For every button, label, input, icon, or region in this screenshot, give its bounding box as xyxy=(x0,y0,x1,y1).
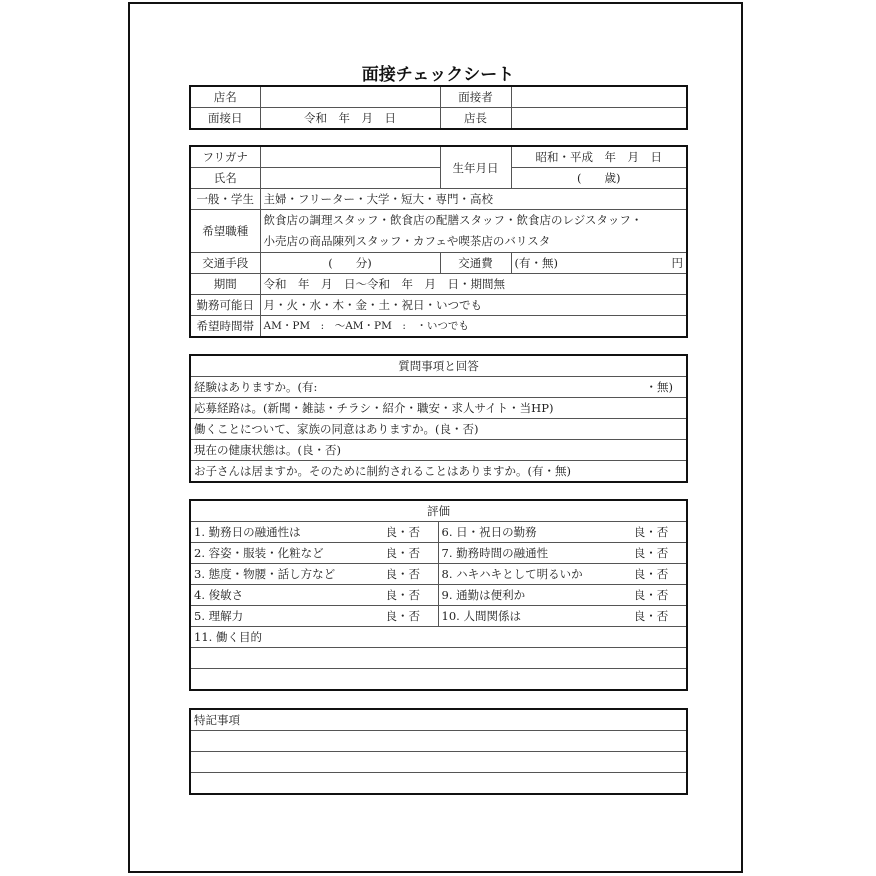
interview-date-field[interactable]: 令和 年 月 日 xyxy=(260,108,440,130)
category-options[interactable]: 主婦・フリーター・大学・短大・専門・高校 xyxy=(260,189,687,210)
period-field[interactable]: 令和 年 月 日～令和 年 月 日・期間無 xyxy=(260,274,687,295)
evaluation-table xyxy=(189,499,688,691)
notes-table xyxy=(189,708,688,795)
eval-item-choice[interactable]: 良・否 xyxy=(616,522,687,543)
category-label: 一般・学生 xyxy=(190,189,260,210)
age-field[interactable]: ( 歳) xyxy=(511,168,687,189)
store-field[interactable] xyxy=(260,86,440,108)
hours-field[interactable]: AM・PM : ～AM・PM : ・いつでも xyxy=(260,316,687,338)
questions-table xyxy=(189,354,688,483)
eval-item-label: 1. 勤務日の融通性は xyxy=(190,522,368,543)
eval-item-choice[interactable]: 良・否 xyxy=(616,606,687,627)
eval-item-choice[interactable]: 良・否 xyxy=(616,585,687,606)
transport-label: 交通手段 xyxy=(190,253,260,274)
store-label: 店名 xyxy=(190,86,260,108)
applicant-table xyxy=(189,145,688,338)
eval-item-label: 2. 容姿・服装・化粧など xyxy=(190,543,368,564)
hours-label: 希望時間帯 xyxy=(190,316,260,338)
page-title: 面接チェックシート xyxy=(361,65,515,85)
fare-field[interactable] xyxy=(511,253,687,274)
eval-item-choice[interactable]: 良・否 xyxy=(368,606,438,627)
question-row[interactable]: 現在の健康状態は。(良・否) xyxy=(190,440,687,461)
work-purpose-line[interactable] xyxy=(190,669,687,691)
notes-line[interactable] xyxy=(190,773,687,795)
birth-label: 生年月日 xyxy=(440,146,511,189)
job-options[interactable] xyxy=(260,210,687,253)
eval-item-label: 9. 通勤は便利か xyxy=(438,585,616,606)
eval-item-label: 5. 理解力 xyxy=(190,606,368,627)
question-row[interactable]: 応募経路は。(新聞・雑誌・チラシ・紹介・職安・求人サイト・当HP) xyxy=(190,398,687,419)
manager-label: 店長 xyxy=(440,108,511,130)
days-label: 勤務可能日 xyxy=(190,295,260,316)
question-row[interactable]: お子さんは居ますか。そのために制約されることはありますか。(有・無) xyxy=(190,461,687,483)
job-label: 希望職種 xyxy=(190,210,260,253)
interview-date-label: 面接日 xyxy=(190,108,260,130)
transport-field[interactable]: ( 分) xyxy=(260,253,440,274)
evaluation-header: 評価 xyxy=(190,500,687,522)
eval-item-label: 3. 態度・物腰・話し方など xyxy=(190,564,368,585)
work-purpose-line[interactable] xyxy=(190,648,687,669)
name-label: 氏名 xyxy=(190,168,260,189)
job-options-line-2: 小売店の商品陳列スタッフ・カフェや喫茶店のバリスタ xyxy=(263,234,551,248)
fare-unit: 円 xyxy=(671,256,683,270)
notes-line[interactable] xyxy=(190,731,687,752)
manager-field[interactable] xyxy=(511,108,687,130)
work-purpose-label: 11. 働く目的 xyxy=(190,627,687,648)
birth-date-field[interactable]: 昭和・平成 年 月 日 xyxy=(511,146,687,168)
notes-label: 特記事項 xyxy=(190,709,687,731)
header-table xyxy=(189,85,688,130)
notes-line[interactable] xyxy=(190,752,687,773)
question-tail: ・無) xyxy=(645,380,673,394)
question-row[interactable] xyxy=(190,377,687,398)
eval-item-choice[interactable]: 良・否 xyxy=(368,564,438,585)
furigana-label: フリガナ xyxy=(190,146,260,168)
period-label: 期間 xyxy=(190,274,260,295)
questions-header: 質問事項と回答 xyxy=(190,355,687,377)
eval-item-label: 10. 人間関係は xyxy=(438,606,616,627)
interviewer-label: 面接者 xyxy=(440,86,511,108)
eval-item-label: 4. 俊敏さ xyxy=(190,585,368,606)
eval-item-label: 7. 勤務時間の融通性 xyxy=(438,543,616,564)
eval-item-choice[interactable]: 良・否 xyxy=(616,564,687,585)
interviewer-field[interactable] xyxy=(511,86,687,108)
eval-item-choice[interactable]: 良・否 xyxy=(368,543,438,564)
name-field[interactable] xyxy=(260,168,440,189)
eval-item-label: 8. ハキハキとして明るいか xyxy=(438,564,616,585)
question-text: 経験はありますか。(有: xyxy=(194,380,318,394)
fare-options: (有・無) xyxy=(514,256,558,270)
job-options-line-1: 飲食店の調理スタッフ・飲食店の配膳スタッフ・飲食店のレジスタッフ・ xyxy=(263,213,643,227)
question-row[interactable]: 働くことについて、家族の同意はありますか。(良・否) xyxy=(190,419,687,440)
fare-label: 交通費 xyxy=(440,253,511,274)
eval-item-choice[interactable]: 良・否 xyxy=(368,585,438,606)
furigana-field[interactable] xyxy=(260,146,440,168)
days-options[interactable]: 月・火・水・木・金・土・祝日・いつでも xyxy=(260,295,687,316)
eval-item-choice[interactable]: 良・否 xyxy=(616,543,687,564)
eval-item-label: 6. 日・祝日の勤務 xyxy=(438,522,616,543)
eval-item-choice[interactable]: 良・否 xyxy=(368,522,438,543)
